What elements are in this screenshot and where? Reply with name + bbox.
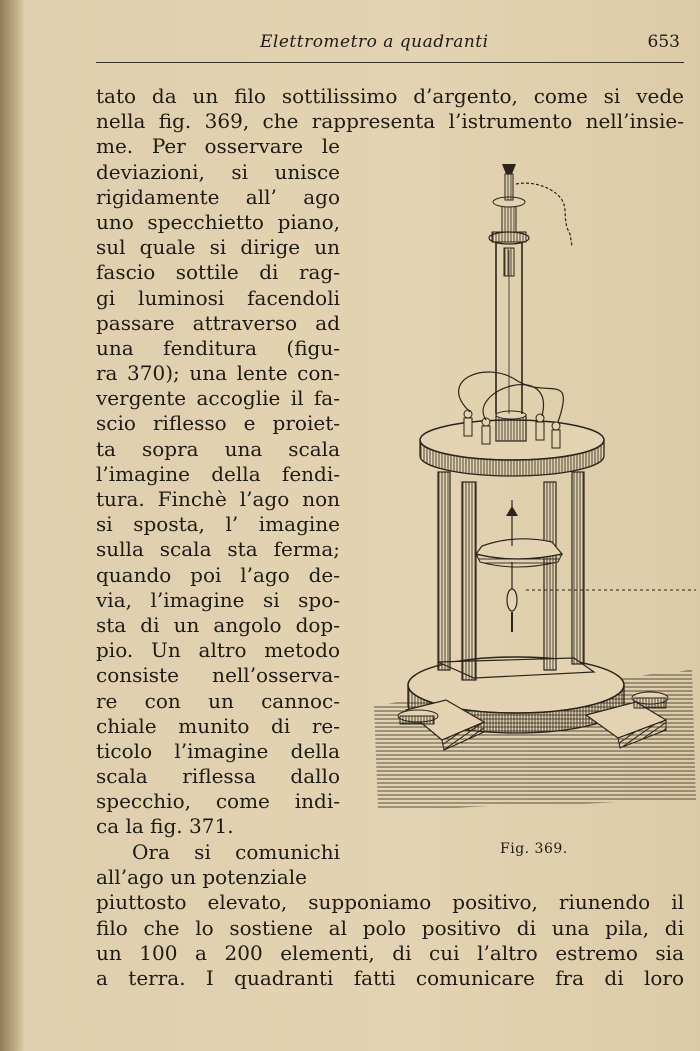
text-line: re con un cannoc- <box>96 688 340 713</box>
text-line: piuttosto elevato, supponiamo positivo, riunendo il <box>96 890 684 915</box>
text-line: deviazioni, si unisce <box>96 159 340 184</box>
text-line: sulla scala sta ferma; <box>96 537 340 562</box>
text-line: a terra. I quadranti fatti comunicare fra di loro <box>96 965 684 990</box>
text-line: ticolo l’imagine della <box>96 738 340 763</box>
text-line: pio. Un altro metodo <box>96 638 340 663</box>
text-line: filo che lo sostiene al polo positivo di una pila, di <box>96 915 684 940</box>
text-line: uno specchietto piano, <box>96 209 340 234</box>
page-gutter <box>0 0 24 1051</box>
text-line: tura. Finchè l’ago non <box>96 487 340 512</box>
paragraph-bottom <box>96 890 684 991</box>
text-line: gi luminosi facendoli <box>96 285 340 310</box>
header-rule <box>96 62 684 63</box>
text-line: quando poi l’ago de- <box>96 562 340 587</box>
text-line: una fenditura (figu- <box>96 335 340 360</box>
text-line: specchio, come indi- <box>96 789 340 814</box>
text-line: ta sopra una scala <box>96 436 340 461</box>
text-line: ra 370); una lente con- <box>96 361 340 386</box>
text-line: tato da un filo sottilissimo d’argento, come si vede <box>96 84 684 108</box>
text-line: scala riflessa dallo <box>96 764 340 789</box>
text-line: chiale munito di re- <box>96 713 340 738</box>
running-header <box>96 30 682 58</box>
text-line: rigidamente all’ ago <box>96 184 340 209</box>
text-line: ca la fig. 371. <box>96 814 234 839</box>
page-number: 653 <box>647 32 680 52</box>
running-title: Elettrometro a quadranti <box>260 32 489 52</box>
text-line: nella fig. 369, che rappresenta l’istrumento nell’insie- <box>96 109 684 134</box>
text-line: all’ago un potenziale <box>96 864 308 889</box>
text-line: un 100 a 200 elementi, di cui l’altro estremo sia <box>96 940 684 965</box>
text-line: sul quale si dirige un <box>96 235 340 260</box>
paragraph-top <box>96 84 684 134</box>
text-line: passare attraverso ad <box>96 310 340 335</box>
text-line: l’imagine della fendi- <box>96 461 340 486</box>
text-line: consiste nell’osserva- <box>96 663 340 688</box>
electrometer-illustration <box>366 150 700 815</box>
text-line: sta di un angolo dop- <box>96 612 340 637</box>
paragraph-column <box>96 134 340 890</box>
text-line: fascio sottile di rag- <box>96 260 340 285</box>
text-line: me. Per osservare le <box>96 134 340 159</box>
text-line: via, l’imagine si spo- <box>96 587 340 612</box>
text-line: si sposta, l’ imagine <box>96 512 340 537</box>
text-line: scio riflesso e proiet- <box>96 411 340 436</box>
text-line: vergente accoglie il fa- <box>96 386 340 411</box>
figure-caption: Fig. 369. <box>500 841 568 857</box>
text-line: Ora si comunichi <box>132 839 340 864</box>
